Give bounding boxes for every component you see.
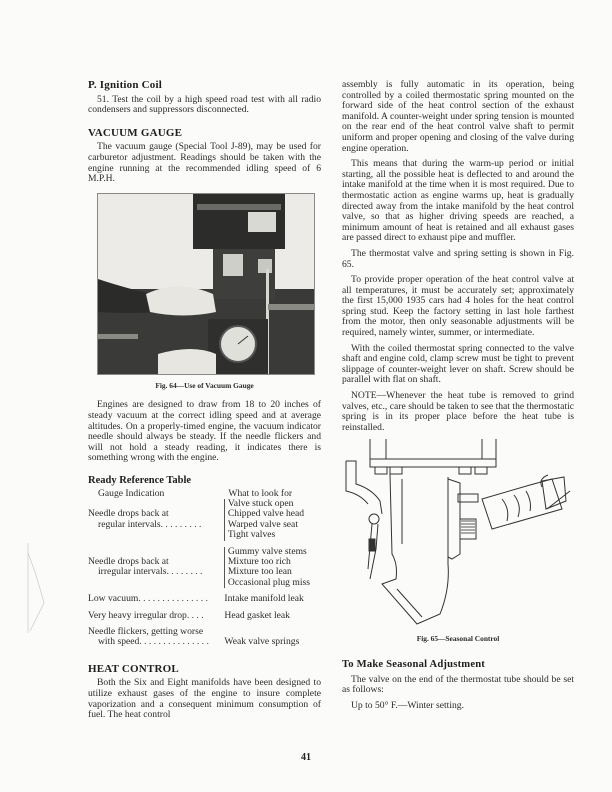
engines-paragraph: Engines are designed to draw from 18 to 20 inches of steady vacuum at the correct idling speed and at average altitudes. On a properly-timed engine, the vacuum indicator needle should always be steady. If the needle flickers and will not hold a steady reading, it indicates there is something wrong with the engine.	[88, 399, 321, 464]
vacuum-gauge-photo-illustration	[98, 194, 314, 374]
figure-64-caption: Fig. 64—Use of Vacuum Gauge	[155, 380, 254, 390]
ignition-coil-heading: P. Ignition Coil	[88, 79, 163, 91]
ready-reference-table	[88, 489, 321, 648]
col-header-what-to-look-for: What to look for	[228, 487, 293, 499]
col-header-gauge-indication: Gauge Indication	[98, 487, 165, 499]
ready-reference-heading: Ready Reference Table	[88, 474, 192, 486]
right-column	[342, 80, 574, 716]
winter-setting-line: Up to 50° F.—Winter setting.	[351, 699, 465, 711]
table-row: Needle drops back at irregular intervals. . . . . . . . Gummy valve stems Mixture too rich Mixture too lean Occasional plug miss	[88, 547, 321, 589]
vacuum-gauge-heading: VACUUM GAUGE	[88, 126, 183, 139]
seasonal-adjustment-heading: To Make Seasonal Adjustment	[342, 659, 486, 670]
table-row: Needle flickers, getting worse with speed. . . . . . . . . . . . . . . Weak valve springs	[88, 625, 300, 648]
coiled-spring-paragraph: With the coiled thermostat spring connected to the valve shaft and engine cold, clamp screw must be tight to prevent slippage of counter-weight lever on shaft. Screw should be parallel with flat on shaft.	[342, 342, 574, 386]
ignition-coil-paragraph: 51. Test the coil by a high speed road test with all radio condensers and suppressors disconnected.	[88, 93, 321, 116]
thermostat-fig-ref-paragraph: The thermostat valve and spring setting is shown in Fig. 65.	[342, 247, 574, 270]
heat-control-heading: HEAT CONTROL	[88, 662, 179, 675]
heat-control-paragraph: Both the Six and Eight manifolds have been designed to utilize exhaust gases of the engine to insure complete vaporization and a consequent minimum consumption of fuel. The heat control	[88, 677, 321, 721]
proper-operation-paragraph: To provide proper operation of the heat control valve at all temperatures, it must be accurately set; approximately the first 15,000 1935 cars had 4 holes for the heat control spring stud. Keep the factory setting in last hole farthest from the motor, then only seasonable adjustments will be required, namely winter, summer, or intermediate.	[342, 274, 574, 339]
heat-control-continued-paragraph: assembly is fully automatic in its operation, being controlled by a coiled thermostatic spring mounted on the forward side of the heat control section of the exhaust manifold. A counter-weight under spring tension is mounted on the rear end of the heat control valve shaft to permit uniform and proper opening and closing of the valve during engine operation.	[342, 79, 574, 154]
figure-64-photo	[97, 193, 315, 375]
figure-65-drawing	[342, 439, 574, 634]
table-row: Low vacuum. . . . . . . . . . . . . . . Intake manifold leak	[88, 593, 304, 605]
left-column	[88, 80, 321, 726]
table-row: Very heavy irregular drop. . . . Head gasket leak	[88, 609, 290, 621]
scan-edge-artifact	[26, 543, 48, 633]
table-row: Needle drops back at regular intervals. . . . . . . . . Valve stuck open Chipped valve head Warped valve seat Tight valves	[88, 499, 321, 541]
note-paragraph: NOTE—Whenever the heat tube is removed to grind valves, etc., care should be taken to see that the thermostatic spring is in its proper place before the heat tube is reinstalled.	[342, 390, 574, 433]
warmup-paragraph: This means that during the warm-up period or initial starting, all the possible heat is deflected to and around the intake manifold at the time when it is most required. Due to thermostatic action as engine warms up, heat is gradually directed away from the intake manifold by the heat control valve, so that as higher driving speeds are reached, a minimum amount of heat is retained and all exhaust gases are passed direct to exhaust pipe and muffler.	[342, 158, 574, 244]
seasonal-adjustment-paragraph: The valve on the end of the thermostat tube should be set as follows:	[342, 673, 574, 696]
page-number: 41	[301, 752, 311, 763]
figure-65-caption: Fig. 65—Seasonal Control	[416, 634, 500, 644]
vacuum-gauge-paragraph: The vacuum gauge (Special Tool J-89), may be used for carburetor adjustment. Readings should be taken with the engine running at the recommended idling speed of 6 M.P.H.	[88, 141, 321, 185]
seasonal-control-drawing	[342, 439, 574, 634]
